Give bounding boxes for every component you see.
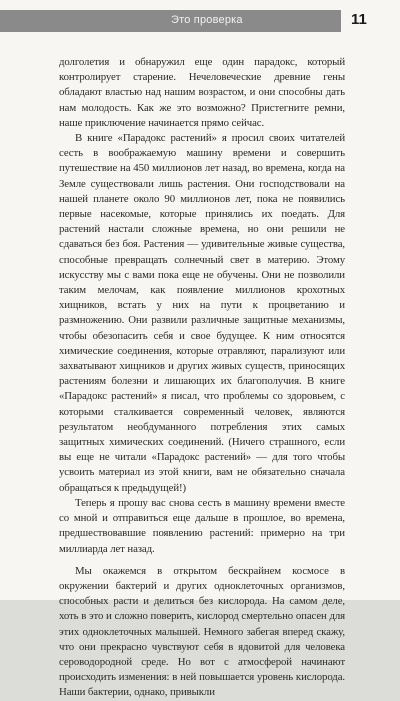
running-title: Это проверка [171, 14, 243, 26]
paragraph: В книге «Парадокс растений» я просил своих читателей сесть в воображаемую машину времени и совершить путешествие на 450 миллионов лет назад, во времена, когда на Земле существовали лишь растения. Они господствовали на нашей планете около 90 миллионов лет, пока не появились первые насекомые, которые принялись их поедать. Для растений настали сложные времена, но они решили не сдаваться без боя. Растения — удивительные живые существа, способные превращать солнечный свет в материю. Этому искусству мы с вами пока еще не обучены. Они не позволили таким мелочам, как появление миллионов крохотных хищников, встать у них на пути к процветанию и размножению. Они развили различные защитные механизмы, чтобы обезопасить себя и свое будущее. К ним относятся химические соединения, которые отравляют, парализуют или захватывают хищников и других живых существ, приносящих растениям болезни и лишающих их благополучия. В книге «Парадокс растений» я писал, что проблемы со здоровьем, с которыми сталкивается современный человек, являются результатом необдуманного потребления этих самых защитных химических соединений. (Ничего страшного, если вы еще не читали «Парадокс растений» — для того чтобы усвоить материал из этой книги, вам не обязательно сначала обращаться к предыдущей!) [59, 132, 345, 494]
page-number: 11 [351, 11, 367, 28]
paragraph: Теперь я прошу вас снова сесть в машину времени вместе со мной и отправиться еще дальше в прошлое, во времена, предшествовавшие появлению растений: примерно на три миллиарда лет назад. [59, 496, 345, 555]
body-text [59, 55, 345, 701]
paragraph-continued: долголетия и обнаружил еще один парадокс, который контролирует старение. Нечеловеческие древние гены обладают властью над нашим возрастом, и они способны дать нам молодость. Как же это возможно? Пристегните ремни, наше приключение начинается прямо сейчас. [59, 56, 345, 129]
paragraph: Мы окажемся в открытом бескрайнем космосе в окружении бактерий и других одноклеточных организмов, способных расти и делиться без кислорода. На самом деле, хоть в это и сложно поверить, кислород смертельно опасен для этих одноклеточных малышей. Немного забегая вперед скажу, что они прекрасно чувствуют себя в ядовитой для человека сероводородной среде. Но вот с атмосферой начинают происходить изменения: в ней повышается уровень кислорода. Наши бактерии, однако, привыкли [59, 564, 345, 699]
